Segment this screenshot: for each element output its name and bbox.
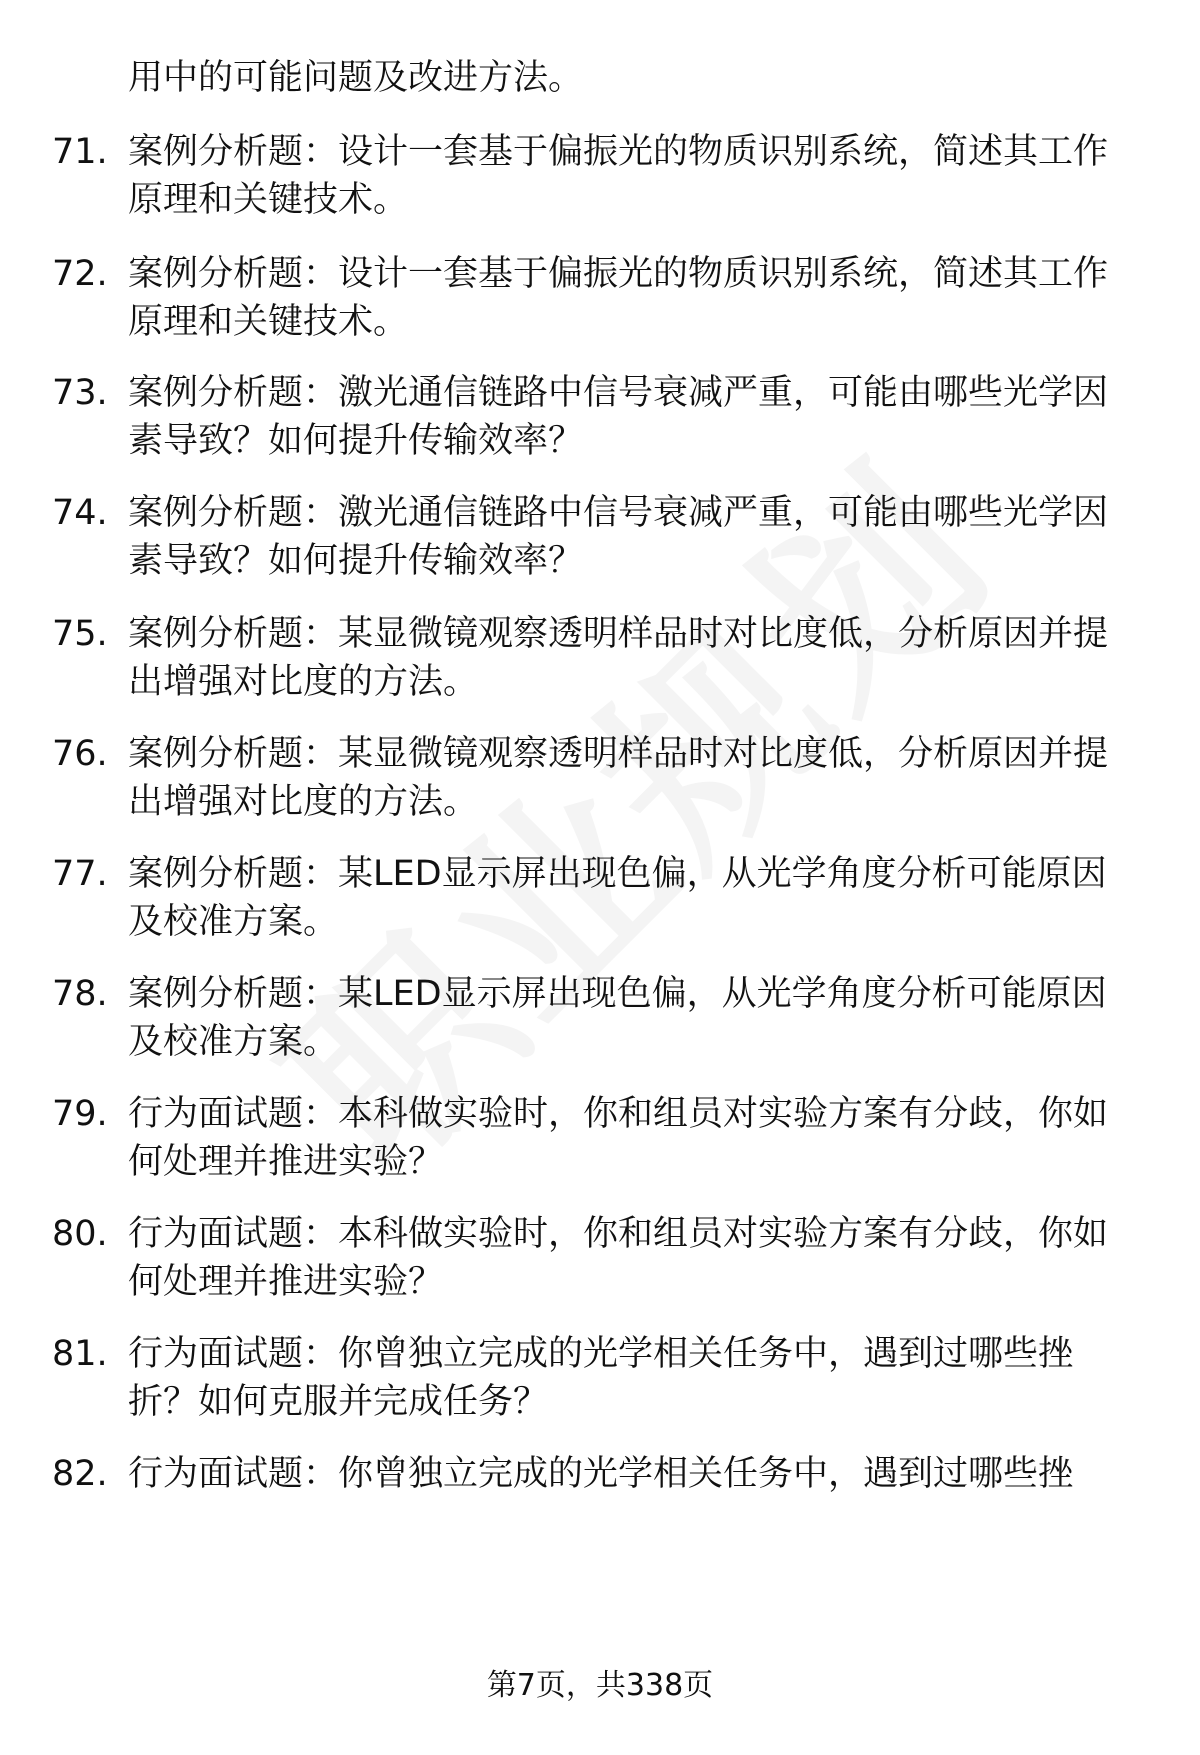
question-line: 行为面试题：本科做实验时，你和组员对实验方案有分歧，你如 [128,1094,1109,1134]
question-line: 出增强对比度的方法。 [128,782,479,822]
question-line: 原理和关键技术。 [128,180,409,220]
question-line: 素导致？如何提升传输效率？ [128,421,584,461]
question-line: 案例分析题：激光通信链路中信号衰减严重，可能由哪些光学因 [128,493,1109,533]
question-line: 案例分析题：设计一套基于偏振光的物质识别系统，简述其工作 [128,254,1109,294]
question-line: 案例分析题：某显微镜观察透明样品时对比度低，分析原因并提 [128,614,1109,654]
question-text [128,369,1138,465]
question-line: 及校准方案。 [128,1022,339,1062]
question-line: 何处理并推进实验？ [128,1262,444,1302]
question-line: 出增强对比度的方法。 [128,662,479,702]
question-number: 71. [52,132,108,172]
question-text [128,1090,1138,1186]
question-line: 素导致？如何提升传输效率？ [128,541,584,581]
question-text [128,970,1138,1066]
question-number: 79. [52,1094,108,1134]
question-text [128,489,1138,585]
question-number: 72. [52,254,108,294]
question-line: 及校准方案。 [128,902,339,942]
question-line: 案例分析题：设计一套基于偏振光的物质识别系统，简述其工作 [128,132,1109,172]
question-line: 折？如何克服并完成任务？ [128,1382,549,1422]
question-line: 行为面试题：你曾独立完成的光学相关任务中，遇到过哪些挫 [128,1454,1074,1494]
question-line: 行为面试题：你曾独立完成的光学相关任务中，遇到过哪些挫 [128,1334,1074,1374]
question-text [128,730,1138,826]
question-line: 案例分析题：激光通信链路中信号衰减严重，可能由哪些光学因 [128,373,1109,413]
question-number: 75. [52,614,108,654]
page-footer: 第7页，共338页 [486,1668,714,1703]
question-number: 78. [52,974,108,1014]
question-number: 73. [52,373,108,413]
question-text [128,1210,1138,1306]
question-line: 案例分析题：某LED显示屏出现色偏，从光学角度分析可能原因 [128,854,1107,894]
question-text [128,1330,1138,1426]
question-number: 77. [52,854,108,894]
question-text [128,1450,1138,1498]
question-text [128,850,1138,946]
question-line: 何处理并推进实验？ [128,1142,444,1182]
question-text [128,610,1138,706]
question-line: 行为面试题：本科做实验时，你和组员对实验方案有分歧，你如 [128,1214,1109,1254]
question-line: 案例分析题：某显微镜观察透明样品时对比度低，分析原因并提 [128,734,1109,774]
question-number: 80. [52,1214,108,1254]
question-text [128,128,1138,224]
continued-text: 用中的可能问题及改进方法。 [128,58,584,98]
question-number: 74. [52,493,108,533]
question-number: 81. [52,1334,108,1374]
question-number: 76. [52,734,108,774]
question-text [128,250,1138,346]
question-number: 82. [52,1454,108,1494]
question-line: 案例分析题：某LED显示屏出现色偏，从光学角度分析可能原因 [128,974,1107,1014]
question-line: 原理和关键技术。 [128,302,409,342]
